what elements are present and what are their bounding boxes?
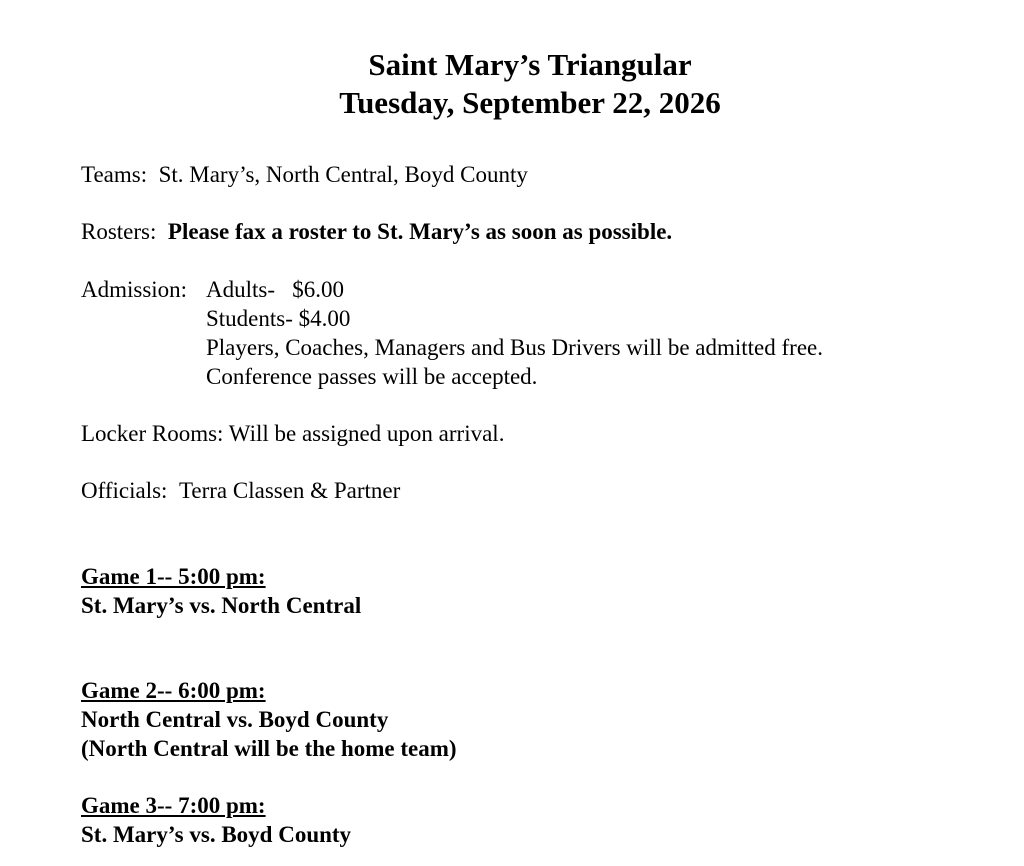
teams-line [81, 160, 528, 189]
admission-students: Students- $4.00 [206, 306, 351, 331]
locker-rooms-line [81, 419, 504, 448]
document-date: Tuesday, September 22, 2026 [339, 85, 721, 120]
game-1-heading: Game 1-- 5:00 pm: [81, 564, 266, 589]
admission-passes-note: Conference passes will be accepted. [206, 364, 538, 389]
teams-label: Teams: [81, 162, 148, 187]
teams-value: St. Mary’s, North Central, Boyd County [158, 162, 528, 187]
game-2-heading: Game 2-- 6:00 pm: [81, 678, 266, 703]
locker-rooms-value: Will be assigned upon arrival. [228, 421, 505, 446]
game-1-matchup: St. Mary’s vs. North Central [81, 593, 362, 618]
game-3-heading: Game 3-- 7:00 pm: [81, 793, 266, 818]
game-2-note: (North Central will be the home team) [81, 736, 457, 761]
rosters-line [81, 217, 672, 246]
officials-label: Officials: [81, 478, 168, 503]
locker-rooms-label: Locker Rooms: [81, 421, 224, 446]
officials-value: Terra Classen & Partner [178, 478, 401, 503]
rosters-value: Please fax a roster to St. Mary’s as soon as possible. [167, 219, 673, 244]
game-3-matchup: St. Mary’s vs. Boyd County [81, 822, 352, 847]
admission-label: Admission: [81, 277, 188, 302]
rosters-label: Rosters: [81, 219, 157, 244]
game-2-matchup: North Central vs. Boyd County [81, 707, 389, 732]
admission-adults: Adults- $6.00 [206, 277, 344, 302]
document-title: Saint Mary’s Triangular [368, 47, 692, 82]
admission-free-note: Players, Coaches, Managers and Bus Drivers will be admitted free. [206, 335, 823, 360]
officials-line [81, 476, 400, 505]
